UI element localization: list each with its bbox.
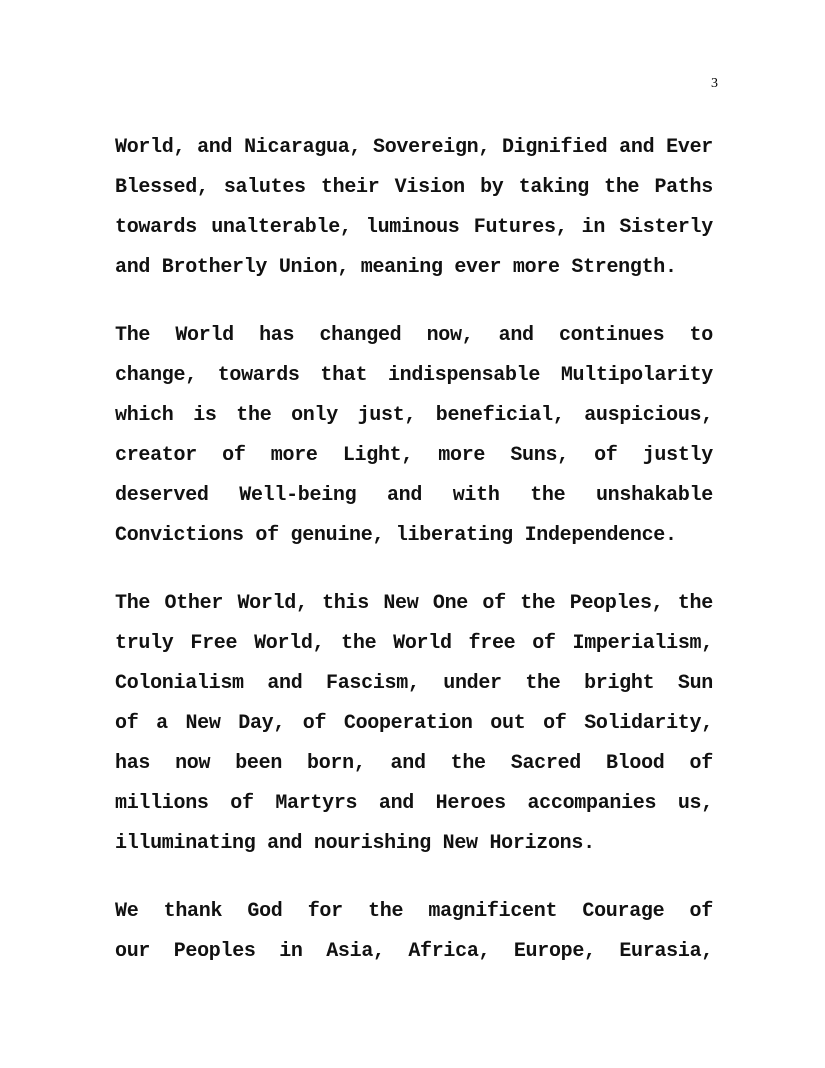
text-line: The Other World, this New One of the Peoples, the bbox=[115, 592, 713, 615]
text-line: creator of more Light, more Suns, of justly bbox=[115, 444, 713, 467]
text-line: and Brotherly Union, meaning ever more Strength. bbox=[115, 256, 677, 279]
paragraph-1 bbox=[115, 128, 713, 288]
text-line: which is the only just, beneficial, auspicious, bbox=[115, 404, 713, 427]
text-line: Blessed, salutes their Vision by taking the Paths bbox=[115, 176, 713, 199]
text-line: illuminating and nourishing New Horizons. bbox=[115, 832, 595, 855]
text-line: has now been born, and the Sacred Blood of bbox=[115, 752, 713, 775]
text-line: change, towards that indispensable Multipolarity bbox=[115, 364, 713, 387]
paragraph-2 bbox=[115, 316, 713, 556]
text-line: World, and Nicaragua, Sovereign, Dignified and Ever bbox=[115, 136, 713, 159]
text-line: towards unalterable, luminous Futures, in Sisterly bbox=[115, 216, 713, 239]
text-line: our Peoples in Asia, Africa, Europe, Eurasia, bbox=[115, 940, 713, 963]
text-line: We thank God for the magnificent Courage of bbox=[115, 900, 713, 923]
paragraph-4 bbox=[115, 892, 713, 972]
text-line: deserved Well-being and with the unshakable bbox=[115, 484, 713, 507]
text-line: millions of Martyrs and Heroes accompanies us, bbox=[115, 792, 713, 815]
body-text bbox=[115, 128, 713, 1000]
text-line: Convictions of genuine, liberating Independence. bbox=[115, 524, 677, 547]
text-line: Colonialism and Fascism, under the bright Sun bbox=[115, 672, 713, 695]
text-line: truly Free World, the World free of Imperialism, bbox=[115, 632, 713, 655]
page-number: 3 bbox=[711, 76, 718, 91]
paragraph-3 bbox=[115, 584, 713, 864]
text-line: The World has changed now, and continues to bbox=[115, 324, 713, 347]
text-line: of a New Day, of Cooperation out of Solidarity, bbox=[115, 712, 713, 735]
